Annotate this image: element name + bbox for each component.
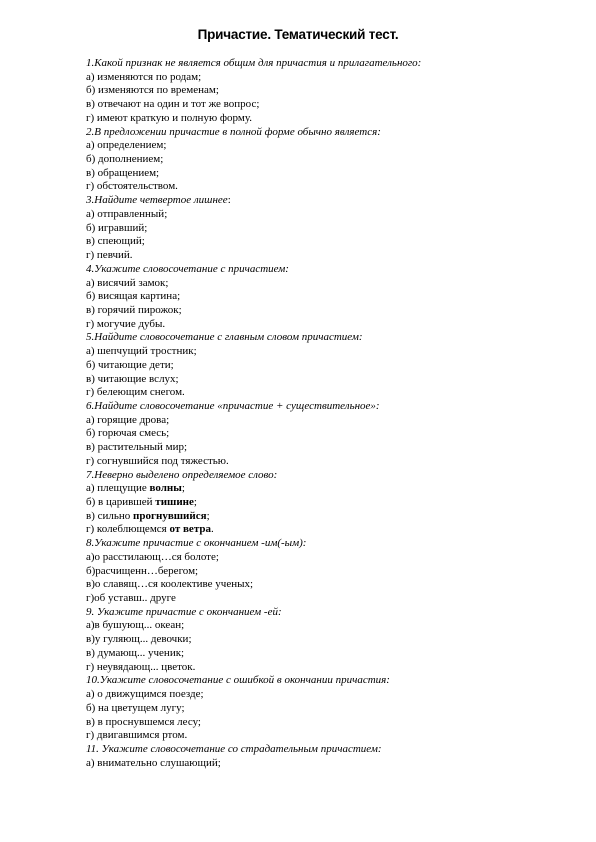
answer-option-text: в) в проснувшемся лесу; [86,715,201,728]
answer-option [86,619,566,633]
answer-option-text: в) думающ... ученик; [86,646,185,659]
answer-option-text: в) сильно [86,509,134,522]
question-11 [86,743,566,757]
answer-option [86,345,566,359]
answer-option-text: а)о расстилающ…ся болоте; [86,550,219,563]
answer-option-text: г) неувядающ... цветок. [86,660,196,673]
question-text: 2.В предложении причастие в полной форме обычно является: [86,125,381,138]
question-text: 7.Неверно выделено определяемое слово: [86,468,278,481]
question-7 [86,469,566,483]
answer-option [86,208,566,222]
answer-option-text: г)об уставш.. друге [86,592,176,605]
answer-option [86,633,566,647]
answer-option-text: а) шепчущий тростник; [86,345,197,358]
answer-option [86,386,566,400]
answer-option [86,510,566,524]
answer-option-text: г) двигавшимся ртом. [86,729,188,742]
answer-option [86,565,566,579]
question-text: 11. Укажите словосочетание со страдательным причастием: [86,742,382,755]
question-text: 4.Укажите словосочетание с причастием: [86,262,289,275]
answer-option [86,277,566,291]
answer-option-text: а) определением; [86,139,167,152]
answer-option [86,249,566,263]
answer-option [86,729,566,743]
answer-option [86,290,566,304]
answer-option [86,167,566,181]
answer-option [86,414,566,428]
question-3 [86,194,566,208]
answer-option-text: б) горючая смесь; [86,427,170,440]
answer-option [86,688,566,702]
answer-option [86,716,566,730]
question-2 [86,126,566,140]
question-text: 6.Найдите словосочетание «причастие + существительное»: [86,399,380,412]
answer-option-text: а) горящие дрова; [86,413,170,426]
answer-option-text: г) могучие дубы. [86,317,166,330]
answer-option-text: а)в бушующ... океан; [86,619,185,632]
answer-option-text: б) игравший; [86,221,148,234]
answer-option-text: б) изменяются по временам; [86,84,219,97]
question-6 [86,400,566,414]
answer-option-text: в)у гуляющ... девочки; [86,633,192,646]
question-text: 5.Найдите словосочетание с главным словом причастием: [86,331,363,344]
answer-option-punctuation: . [210,523,214,536]
test-body [86,57,566,770]
highlighted-word: от ветра [169,523,211,536]
highlighted-word: волны [149,482,182,495]
answer-option [86,180,566,194]
answer-option [86,523,566,537]
answer-option [86,153,566,167]
answer-option-text: а) изменяются по родам; [86,70,202,83]
highlighted-word: тишине [155,496,194,508]
answer-option [86,222,566,236]
question-text-tail: : [227,194,231,207]
answer-option-text: б) висящая картина; [86,290,181,303]
answer-option-text: а) плещущие [86,482,150,495]
answer-option-text: в) спеющий; [86,235,145,248]
answer-option [86,757,566,771]
question-1 [86,57,566,71]
answer-option [86,139,566,153]
answer-option [86,647,566,661]
highlighted-word: прогнувшийся [133,509,207,522]
answer-option-text: б) читающие дети; [86,358,174,371]
answer-option-text: б)расчищенн…берегом; [86,564,199,577]
answer-option-text: г) белеющим снегом. [86,386,185,399]
answer-option-text: г) колеблющемся [86,523,170,536]
answer-option-text: г) согнувшийся под тяжестью. [86,454,229,467]
answer-option [86,592,566,606]
answer-option-text: в) растительный мир; [86,441,188,454]
answer-option-text: б) в царившей [86,496,156,508]
answer-option-text: а) о движущимся поезде; [86,688,204,701]
question-text: 10.Укажите словосочетание с ошибкой в окончании причастия: [86,674,390,687]
answer-option [86,373,566,387]
answer-option [86,496,566,510]
answer-option [86,84,566,98]
answer-option-text: в) обращением; [86,166,160,179]
answer-option [86,661,566,675]
answer-option [86,551,566,565]
answer-option [86,98,566,112]
question-10 [86,674,566,688]
answer-option [86,112,566,126]
answer-option-text: б) на цветущем лугу; [86,701,185,714]
answer-option [86,578,566,592]
question-5 [86,331,566,345]
answer-option [86,304,566,318]
answer-option-text: г) певчий. [86,249,133,262]
answer-option-text: г) обстоятельством. [86,180,178,193]
answer-option-text: а) висячий замок; [86,276,169,289]
answer-option-text: в) отвечают на один и тот же вопрос; [86,98,260,111]
answer-option-text: а) внимательно слушающий; [86,756,221,769]
answer-option [86,427,566,441]
answer-option [86,702,566,716]
question-text: 3.Найдите четвертое лишнее [86,194,228,207]
page-title: Причастие. Тематический тест. [197,27,399,42]
answer-option [86,71,566,85]
answer-option-text: б) дополнением; [86,153,164,166]
question-8 [86,537,566,551]
answer-option-text: в)о славящ…ся коолективе ученых; [86,578,254,591]
answer-option-text: а) отправленный; [86,207,168,220]
answer-option [86,359,566,373]
answer-option [86,455,566,469]
answer-option-text: в) горячий пирожок; [86,303,182,316]
answer-option [86,318,566,332]
answer-option-punctuation: ; [181,482,185,495]
question-text: 9. Укажите причастие с окончанием -ей: [86,605,282,618]
answer-option [86,235,566,249]
answer-option-punctuation: ; [193,496,197,508]
answer-option [86,482,566,496]
answer-option-text: г) имеют краткую и полную форму. [86,111,252,124]
answer-option-text: в) читающие вслух; [86,372,179,385]
question-9 [86,606,566,620]
question-4 [86,263,566,277]
answer-option-punctuation: ; [206,509,210,522]
question-text: 1.Какой признак не является общим для причастия и прилагательного: [86,57,422,69]
question-text: 8.Укажите причастие с окончанием -им(-ым): [86,537,307,550]
answer-option [86,441,566,455]
